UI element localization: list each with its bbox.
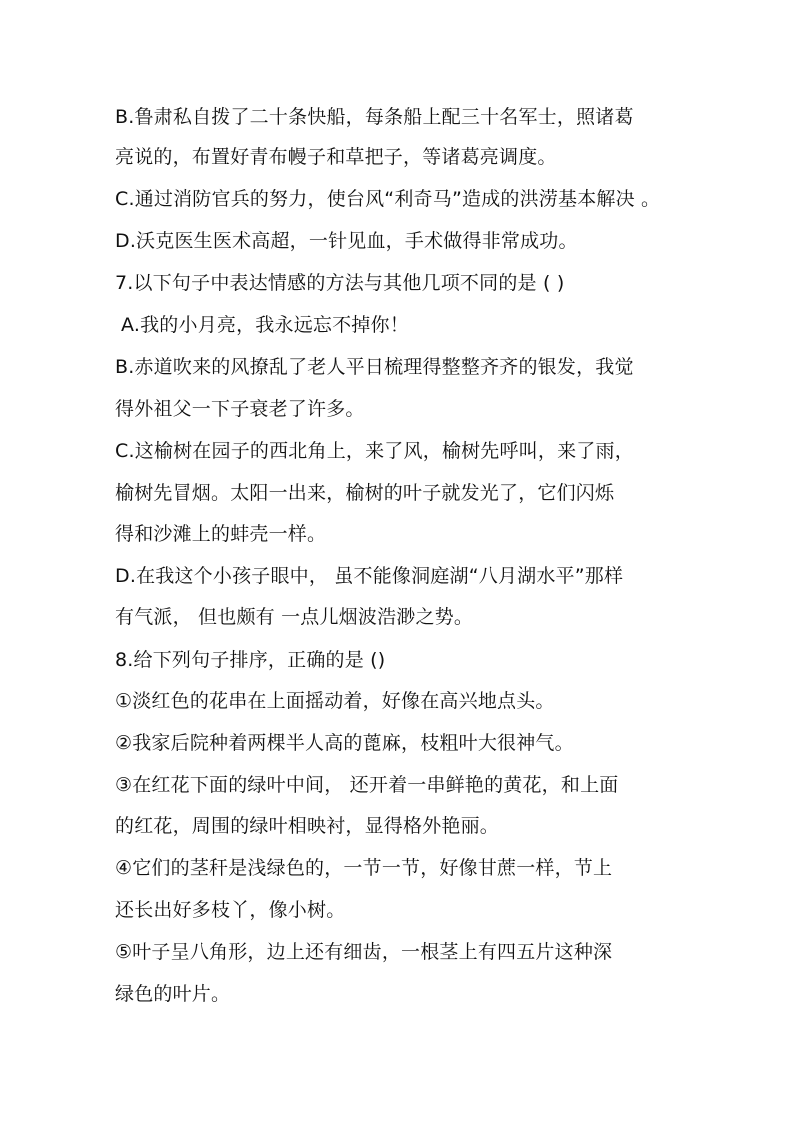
option-c-line: C.通过消防官兵的努力，使台风“利奇马”造成的洪涝基本解决 。 bbox=[115, 188, 661, 210]
q7-option-c-line-3: 得和沙滩上的蚌壳一样。 bbox=[115, 523, 327, 545]
option-b-line-2: 亮说的，布置好青布幔子和草把子，等诸葛亮调度。 bbox=[115, 146, 557, 168]
q8-sentence-4-line-1: ④它们的茎秆是浅绿色的，一节一节，好像甘蔗一样，节上 bbox=[115, 857, 613, 879]
q7-option-b-line-1: B.赤道吹来的风撩乱了老人平日梳理得整整齐齐的银发，我觉 bbox=[115, 356, 634, 378]
q8-sentence-3-line-1: ③在红花下面的绿叶中间， 还开着一串鲜艳的黄花，和上面 bbox=[115, 774, 619, 796]
q7-option-c-line-1: C.这榆树在园子的西北角上，来了风，榆树先呼叫，来了雨， bbox=[115, 440, 634, 462]
option-b-line-1: B.鲁肃私自拨了二十条快船，每条船上配三十名军士，照诸葛 bbox=[115, 106, 634, 128]
q7-option-a: A.我的小月亮，我永远忘不掉你！ bbox=[121, 314, 409, 336]
q8-sentence-5-line-1: ⑤叶子呈八角形，边上还有细齿，一根茎上有四五片这种深 bbox=[115, 941, 613, 963]
q7-option-b-line-2: 得外祖父一下子衰老了许多。 bbox=[115, 398, 365, 420]
q8-sentence-1: ①淡红色的花串在上面摇动着，好像在高兴地点头。 bbox=[115, 690, 555, 712]
question-8-title: 8.给下列句子排序，正确的是 () bbox=[115, 649, 386, 671]
q8-sentence-5-line-2: 绿色的叶片。 bbox=[115, 983, 231, 1005]
q7-option-d-line-2: 有气派， 但也颇有 一点儿烟波浩渺之势。 bbox=[115, 606, 474, 628]
option-d-line: D.沃克医生医术高超，一针见血，手术做得非常成功。 bbox=[115, 230, 578, 252]
q7-option-c-line-2: 榆树先冒烟。太阳一出来，榆树的叶子就发光了，它们闪烁 bbox=[115, 482, 615, 504]
q8-sentence-2: ②我家后院种着两棵半人高的蓖麻，枝粗叶大很神气。 bbox=[115, 732, 574, 754]
question-7-title: 7.以下句子中表达情感的方法与其他几项不同的是 ( ) bbox=[115, 272, 565, 294]
q8-sentence-3-line-2: 的红花，周围的绿叶相映衬，显得格外艳丽。 bbox=[115, 815, 500, 837]
q7-option-d-line-1: D.在我这个小孩子眼中， 虽不能像洞庭湖“八月湖水平”那样 bbox=[115, 565, 624, 587]
q8-sentence-4-line-2: 还长出好多枝丫，像小树。 bbox=[115, 899, 346, 921]
